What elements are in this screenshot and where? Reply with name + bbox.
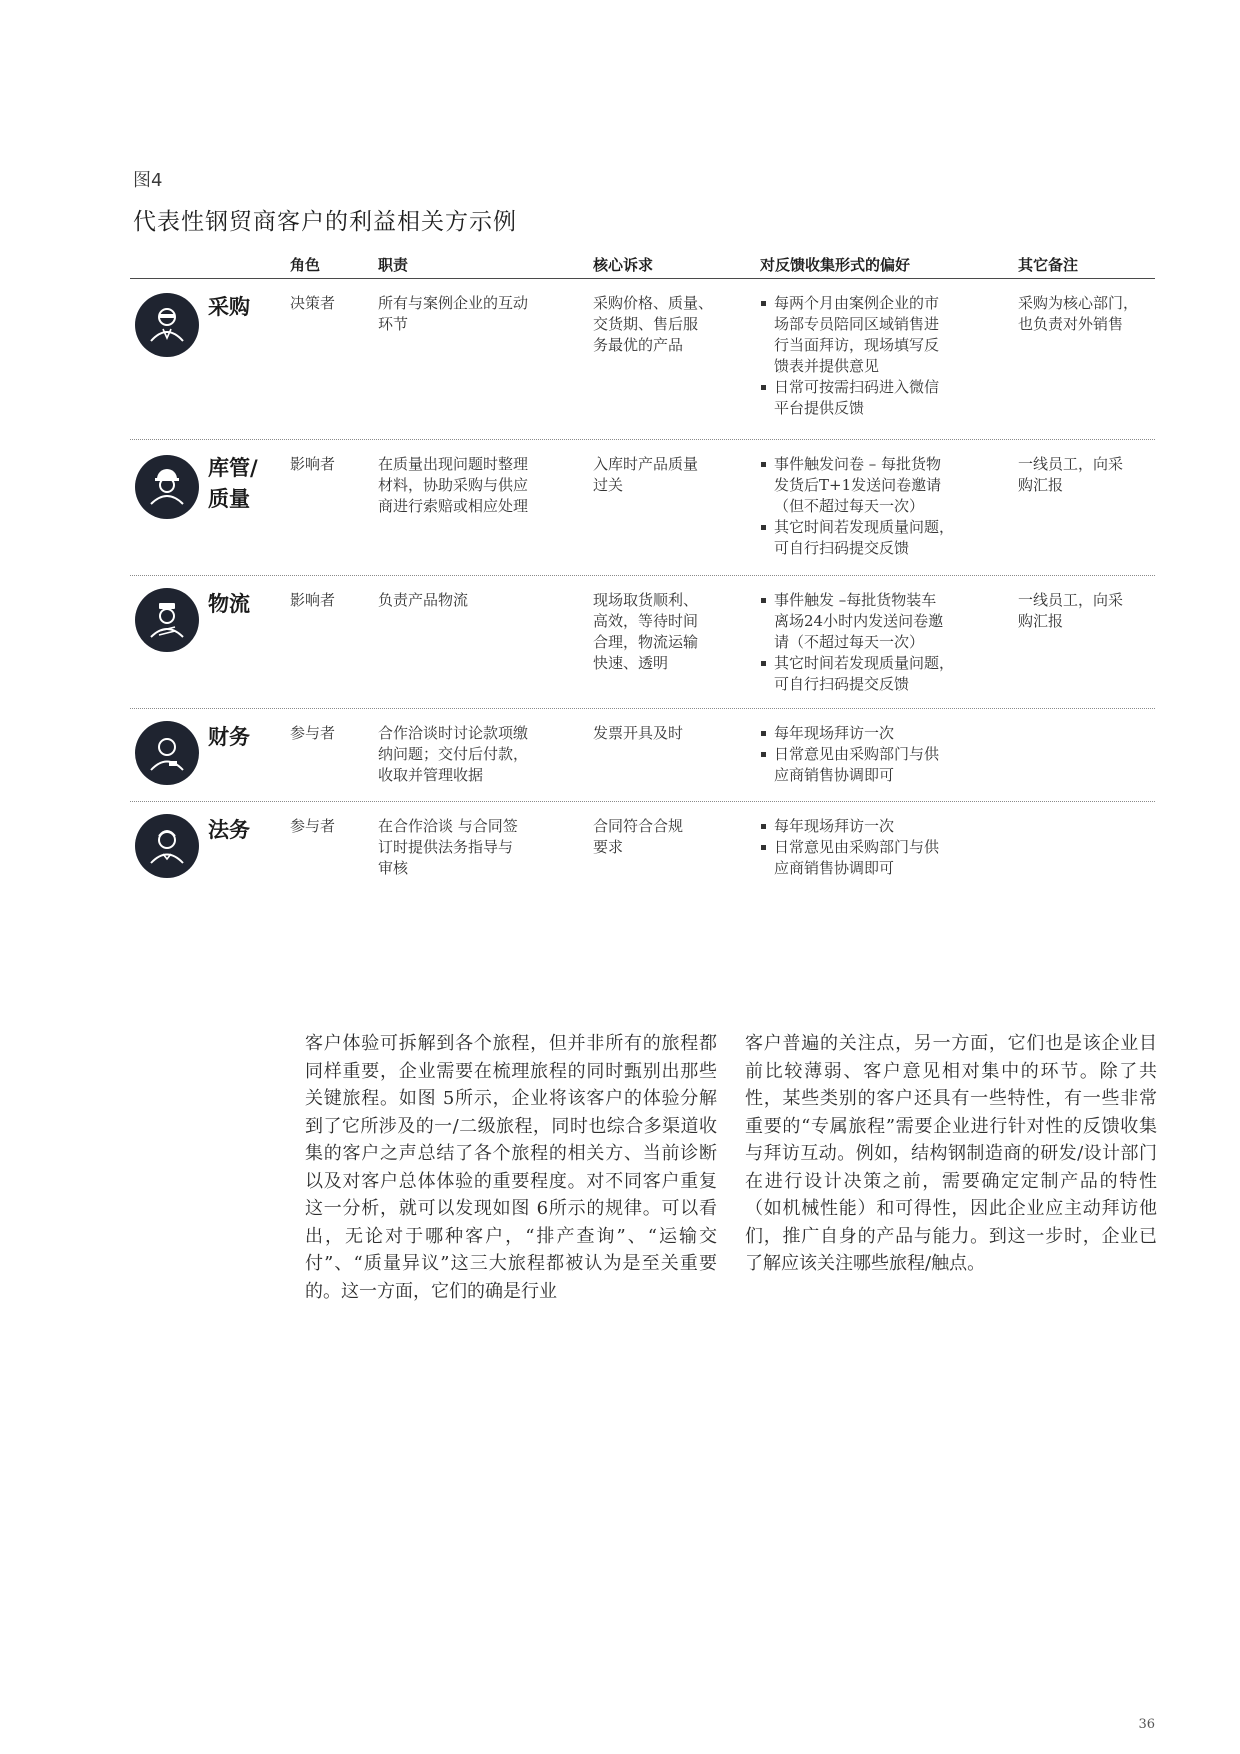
note-cell — [1018, 293, 1153, 335]
note-cell-line: 购汇报 — [1018, 612, 1064, 630]
need-cell-line: 过关 — [593, 476, 624, 494]
preference-item — [760, 744, 985, 786]
duty-cell-line: 商进行索赔或相应处理 — [378, 497, 529, 515]
duty-cell — [378, 590, 563, 611]
need-cell-line: 入库时产品质量 — [593, 455, 699, 473]
stakeholder-table — [130, 250, 1155, 884]
duty-cell — [378, 293, 563, 335]
role-name-line: 法务 — [208, 817, 250, 842]
logistics-avatar-icon — [135, 588, 199, 652]
preference-list — [760, 590, 985, 695]
preference-line: 事件触发 –每批货物装车 — [774, 591, 937, 609]
preference-item — [760, 653, 985, 695]
preference-item — [760, 377, 985, 419]
legal-avatar-icon — [135, 814, 199, 878]
preference-item — [760, 723, 985, 744]
preference-line: 应商销售协调即可 — [774, 859, 895, 877]
preference-item — [760, 590, 985, 653]
body-column-right: 客户普遍的关注点，另一方面，它们也是该企业目前比较薄弱、客户意见相对集中的环节。除了共性，某些类别的客户还具有一些特性，有一些非常重要的“专属旅程”需要企业进行针对性的反馈收集与拜访互动。例如，结构钢制造商的研发/设计部门在进行设计决策之前，需要确定定制产品的特性（如机械性能）和可得性，因此企业应主动拜访他们，推广自身的产品与能力。到这一步时，企业已了解应该关注哪些旅程/触点。 — [745, 1033, 1157, 1274]
table-row — [130, 576, 1155, 709]
duty-cell-line: 负责产品物流 — [378, 591, 469, 609]
duty-cell — [378, 723, 563, 786]
preference-list — [760, 293, 985, 419]
preference-line: 平台提供反馈 — [774, 399, 865, 417]
table-header — [130, 250, 1155, 279]
header-pref: 对反馈收集形式的偏好 — [760, 256, 911, 274]
need-cell-line: 发票开具及时 — [593, 724, 684, 742]
role-name-line: 物流 — [208, 591, 250, 616]
note-cell-line: 一线员工，向采 — [1018, 455, 1124, 473]
preference-item — [760, 454, 985, 517]
role-name — [208, 721, 250, 752]
preference-line: 离场24小时内发送问卷邀 — [774, 612, 944, 630]
duty-cell — [378, 816, 563, 879]
preference-item — [760, 816, 985, 837]
note-cell — [1018, 454, 1153, 496]
need-cell-line: 快速、透明 — [593, 654, 669, 672]
header-note: 其它备注 — [1018, 256, 1079, 274]
preference-line: 日常意见由采购部门与供 — [774, 838, 940, 856]
preference-list — [760, 816, 985, 879]
header-duty: 职责 — [378, 256, 409, 274]
need-cell — [593, 723, 738, 744]
body-column-left: 客户体验可拆解到各个旅程，但并非所有的旅程都同样重要，企业需要在梳理旅程的同时甄别出那些关键旅程。如图 5所示，企业将该客户的体验分解到了它所涉及的一/二级旅程，同时也综合多渠道收集的客户之声总结了各个旅程的相关方、当前诊断以及对客户总体体验的重要程度。对不同客户重复这一分析，就可以发现如图 6所示的规律。可以看出，无论对于哪种客户，“排产查询”、“运输交付”、“质量异议”这三大旅程都被认为是至关重要的。这一方面，它们的确是行业 — [305, 1033, 717, 1302]
role-name — [208, 814, 250, 845]
preference-line: 事件触发问卷 – 每批货物 — [774, 455, 942, 473]
role-name-line: 财务 — [208, 724, 250, 749]
preference-line: 每年现场拜访一次 — [774, 724, 895, 742]
role-name-line: 质量 — [208, 486, 250, 511]
note-cell-line: 采购为核心部门， — [1018, 294, 1139, 312]
role-name-line: 库管/ — [208, 455, 258, 480]
table-body — [130, 279, 1155, 884]
preference-line: 可自行扫码提交反馈 — [774, 539, 910, 557]
finance-avatar-icon — [135, 721, 199, 785]
figure-label: 图4 — [133, 170, 163, 191]
preference-list — [760, 723, 985, 786]
duty-cell-line: 纳问题；交付后付款， — [378, 745, 529, 763]
purchaser-avatar-icon — [135, 293, 199, 357]
need-cell — [593, 293, 738, 356]
preference-line: 馈表并提供意见 — [774, 357, 880, 375]
duty-cell-line: 在合作洽谈 与合同签 — [378, 817, 518, 835]
role-name-line: 采购 — [208, 294, 250, 319]
duty-cell-line: 收取并管理收据 — [378, 766, 484, 784]
duty-cell-line: 审核 — [378, 859, 409, 877]
duty-cell-line: 合作洽谈时讨论款项缴 — [378, 724, 529, 742]
need-cell — [593, 590, 738, 674]
duty-cell-line: 环节 — [378, 315, 409, 333]
role-category: 参与者 — [290, 724, 336, 742]
preference-line: 场部专员陪同区域销售进 — [774, 315, 940, 333]
note-cell-line: 也负责对外销售 — [1018, 315, 1124, 333]
preference-line: 发货后T+1发送问卷邀请 — [774, 476, 942, 494]
preference-line: 其它时间若发现质量问题， — [774, 518, 955, 536]
preference-line: 日常可按需扫码进入微信 — [774, 378, 940, 396]
need-cell-line: 现场取货顺利、 — [593, 591, 699, 609]
preference-cell — [760, 590, 985, 695]
need-cell-line: 采购价格、质量、 — [593, 294, 714, 312]
role-name — [208, 588, 250, 619]
role-name — [208, 452, 258, 514]
table-row — [130, 279, 1155, 440]
preference-line: 应商销售协调即可 — [774, 766, 895, 784]
preference-line: 可自行扫码提交反馈 — [774, 675, 910, 693]
preference-cell — [760, 454, 985, 559]
figure-title: 代表性钢贸商客户的利益相关方示例 — [133, 209, 517, 235]
preference-line: 每年现场拜访一次 — [774, 817, 895, 835]
need-cell-line: 合同符合合规 — [593, 817, 684, 835]
preference-cell — [760, 816, 985, 879]
page-number: 36 — [1138, 1717, 1155, 1732]
preference-cell — [760, 723, 985, 786]
preference-line: 请（不超过每天一次） — [774, 633, 925, 651]
note-cell-line: 一线员工，向采 — [1018, 591, 1124, 609]
need-cell — [593, 816, 738, 858]
preference-line: 其它时间若发现质量问题， — [774, 654, 955, 672]
duty-cell-line: 订时提供法务指导与 — [378, 838, 514, 856]
table-row — [130, 440, 1155, 576]
role-category: 参与者 — [290, 817, 336, 835]
need-cell-line: 合理，物流运输 — [593, 633, 699, 651]
preference-line: （但不超过每天一次） — [774, 497, 925, 515]
header-need: 核心诉求 — [593, 256, 654, 274]
role-category: 影响者 — [290, 591, 336, 609]
table-row — [130, 802, 1155, 884]
need-cell-line: 务最优的产品 — [593, 336, 684, 354]
header-role: 角色 — [290, 256, 321, 274]
role-category: 决策者 — [290, 294, 336, 312]
need-cell-line: 要求 — [593, 838, 624, 856]
warehouse-worker-avatar-icon — [135, 455, 199, 519]
preference-item — [760, 837, 985, 879]
preference-list — [760, 454, 985, 559]
need-cell — [593, 454, 738, 496]
duty-cell-line: 所有与案例企业的互动 — [378, 294, 529, 312]
duty-cell-line: 在质量出现问题时整理 — [378, 455, 529, 473]
duty-cell — [378, 454, 563, 517]
preference-line: 行当面拜访，现场填写反 — [774, 336, 940, 354]
role-category: 影响者 — [290, 455, 336, 473]
role-name — [208, 291, 250, 322]
note-cell — [1018, 590, 1153, 632]
table-row — [130, 709, 1155, 802]
need-cell-line: 高效，等待时间 — [593, 612, 699, 630]
preference-item — [760, 293, 985, 377]
preference-item — [760, 517, 985, 559]
duty-cell-line: 材料，协助采购与供应 — [378, 476, 529, 494]
note-cell-line: 购汇报 — [1018, 476, 1064, 494]
preference-line: 日常意见由采购部门与供 — [774, 745, 940, 763]
need-cell-line: 交货期、售后服 — [593, 315, 699, 333]
preference-line: 每两个月由案例企业的市 — [774, 294, 940, 312]
preference-cell — [760, 293, 985, 419]
